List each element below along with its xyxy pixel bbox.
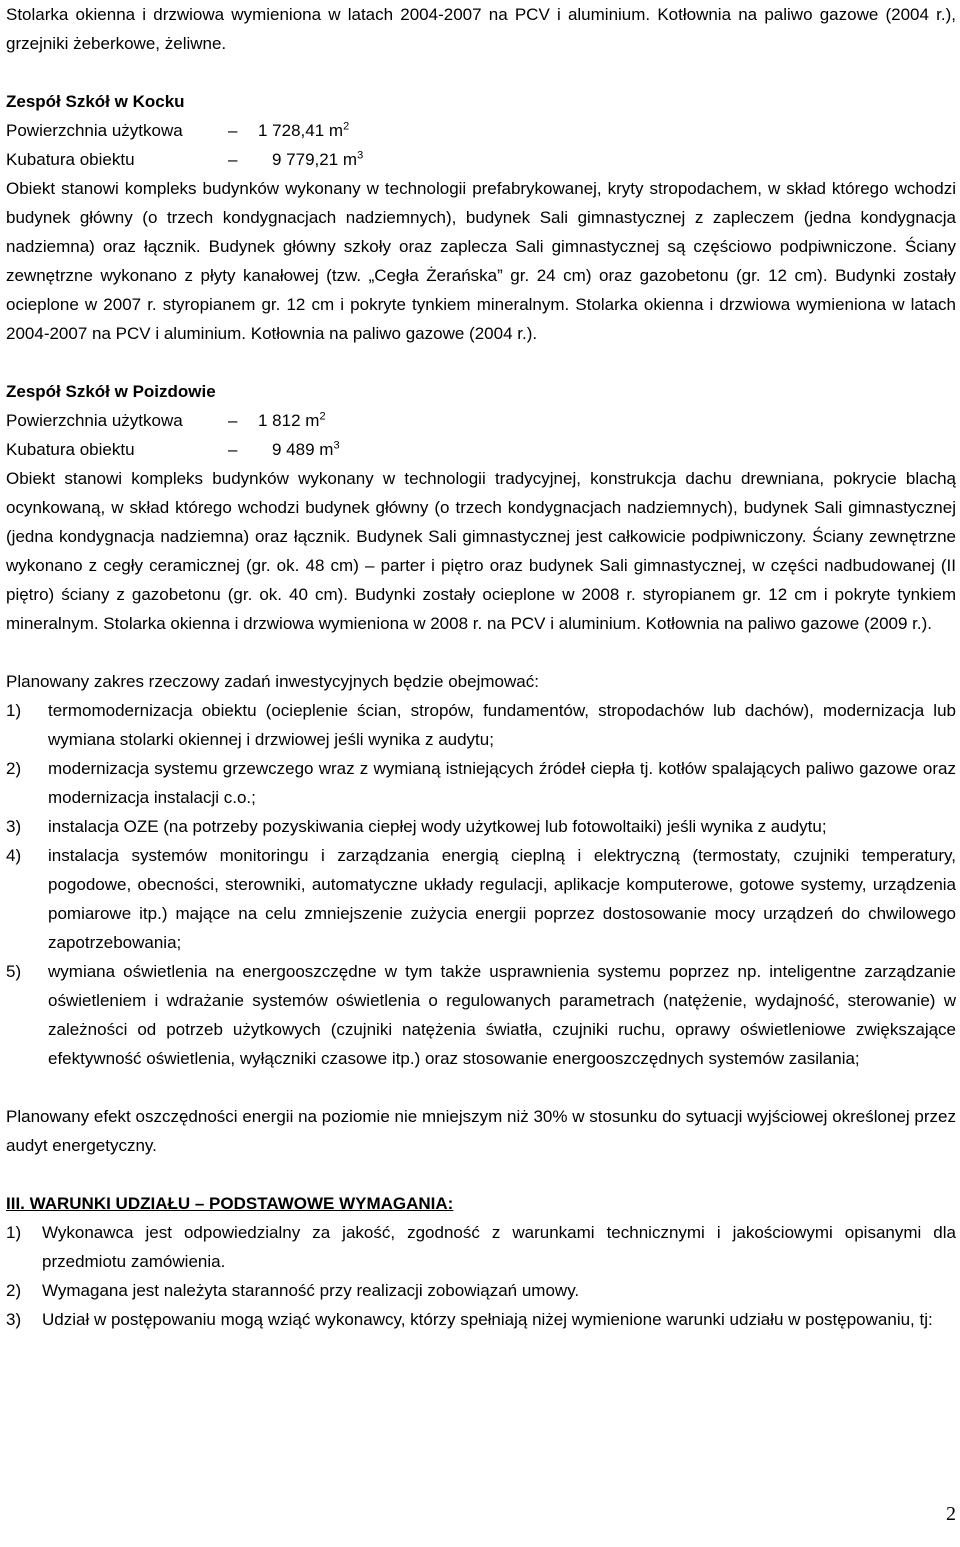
section-title-kocku: Zespół Szkół w Kocku <box>6 92 185 111</box>
description-kocku: Obiekt stanowi kompleks budynków wykonany w technologii prefabrykowanej, kryty stropodachem, w skład którego wchodzi budynek główny (o trzech kondygnacjach nadziemnych), budynek Sali gimnastycznej z zapleczem (jedna kondygnacja nadziemna) oraz łącznik. Budynek główny szkoły oraz zaplecza Sali gimnastycznej są częściowo podpiwniczone. Ściany zewnętrzne wykonano z płyty kanałowej (tzw. „Cegła Żerańska” gr. 24 cm) oraz gazobetonu (gr. 12 cm). Budynki zostały ocieplone w 2007 r. styropianem gr. 12 cm i pokryte tynkiem mineralnym. Stolarka okienna i drzwiowa wymieniona w latach 2004-2007 na PCV i aluminium. Kotłownia na paliwo gazowe (2004 r.). <box>6 179 956 343</box>
section-title-poizdowie: Zespół Szkół w Poizdowie <box>6 382 216 401</box>
area-value: 1 812 $m^2$ <box>258 410 326 430</box>
spacer <box>6 58 956 87</box>
description-poizdowie: Obiekt stanowi kompleks budynków wykonany w technologii tradycyjnej, konstrukcja dachu drewniana, pokrycie blachą ocynkowaną, w skład którego wchodzi budynek główny (o trzech kondygnacjach nadziemnych), budynek Sali gimnastycznej (jedna kondygnacja nadziemna) oraz łącznik. Budynek Sali gimnastycznej jest całkowicie podpiwniczony. Ściany zewnętrzne wykonano z cegły ceramicznej (gr. ok. 48 cm) – parter i piętro oraz budynek Sali gimnastycznej, w części nadbudowanej (II piętro) ściany z gazobetonu (gr. ok. 40 cm). Budynki zostały ocieplone w 2008 r. styropianem gr. 12 cm i pokryte tynkiem mineralnym. Stolarka okienna i drzwiowa wymieniona w 2008 r. na PCV i aluminium. Kotłownia na paliwo gazowe (2009 r.). <box>6 469 956 633</box>
list-item: 3) Udział w postępowaniu mogą wziąć wykonawcy, którzy spełniają niżej wymienione warunki udziału w postępowaniu, tj: <box>6 1310 933 1329</box>
conditions-list <box>6 1218 956 1334</box>
volume-row-poizdowie <box>6 435 956 464</box>
list-item: 1) termomodernizacja obiektu (ocieplenie ścian, stropów, fundamentów, stropodachów lub dachów), modernizacja lub wymiana stolarki okiennej i drzwiowej jeśli wynika z audytu; <box>6 701 956 749</box>
area-row-kocku <box>6 116 956 145</box>
volume-row-kocku <box>6 145 956 174</box>
list-item: 1) Wykonawca jest odpowiedzialny za jakość, zgodność z warunkami technicznymi i jakościowymi opisanymi dla przedmiotu zamówienia. <box>6 1223 956 1271</box>
volume-value: 9 489 $m^3$ <box>272 439 340 459</box>
dash: – <box>228 150 238 169</box>
volume-label: Kubatura obiektu <box>6 150 135 169</box>
spacer <box>6 1160 956 1189</box>
list-item: 3) instalacja OZE (na potrzeby pozyskiwania ciepłej wody użytkowej lub fotowoltaiki) jeśli wynika z audytu; <box>6 817 827 836</box>
spacer <box>6 638 956 667</box>
conditions-title: III. WARUNKI UDZIAŁU – PODSTAWOWE WYMAGANIA: <box>6 1194 454 1213</box>
spacer <box>6 348 956 377</box>
list-item: 5) wymiana oświetlenia na energooszczędne w tym także usprawnienia systemu poprzez np. inteligentne zarządzanie oświetleniem i wdrażanie systemów oświetlenia o regulowanych parametrach (natężenie, wydajność, sterowanie) w zależności od potrzeb użytkowych (czujniki natężenia światła, czujniki ruchu, oprawy oświetleniowe zwiększające efektywność oświetlenia, wyłączniki czasowe itp.) oraz stosowanie energooszczędnych systemów zasilania; <box>6 962 956 1068</box>
effect-paragraph: Planowany efekt oszczędności energii na poziomie nie mniejszym niż 30% w stosunku do sytuacji wyjściowej określonej przez audyt energetyczny. <box>6 1107 956 1155</box>
area-value: 1 728,41 $m^2$ <box>258 120 350 140</box>
dash: – <box>228 411 238 430</box>
volume-value: 9 779,21 $m^3$ <box>272 149 364 169</box>
dash: – <box>228 440 238 459</box>
list-item: 2) modernizacja systemu grzewczego wraz z wymianą istniejących źródeł ciepła tj. kotłów spalających paliwo gazowe oraz modernizacja instalacji c.o.; <box>6 759 956 807</box>
volume-label: Kubatura obiektu <box>6 440 135 459</box>
document-page <box>6 0 956 1334</box>
scope-list <box>6 696 956 1073</box>
dash: – <box>228 121 238 140</box>
list-item: 4) instalacja systemów monitoringu i zarządzania energią cieplną i elektryczną (termostaty, czujniki temperatury, pogodowe, obecności, sterowniki, automatyczne układy regulacji, aplikacje komputerowe, gotowe systemy, urządzenia pomiarowe itp.) mające na celu zmniejszenie zużycia energii poprzez dostosowanie mocy urządzeń do chwilowego zapotrzebowania; <box>6 846 956 952</box>
page-number: 2 <box>946 1503 956 1525</box>
scope-intro: Planowany zakres rzeczowy zadań inwestycyjnych będzie obejmować: <box>6 672 539 691</box>
area-row-poizdowie <box>6 406 956 435</box>
spacer <box>6 1073 956 1102</box>
area-label: Powierzchnia użytkowa <box>6 411 183 430</box>
list-item: 2) Wymagana jest należyta staranność przy realizacji zobowiązań umowy. <box>6 1281 580 1300</box>
area-label: Powierzchnia użytkowa <box>6 121 183 140</box>
intro-paragraph: Stolarka okienna i drzwiowa wymieniona w latach 2004-2007 na PCV i aluminium. Kotłownia na paliwo gazowe (2004 r.), grzejniki żeberkowe, żeliwne. <box>6 5 956 53</box>
